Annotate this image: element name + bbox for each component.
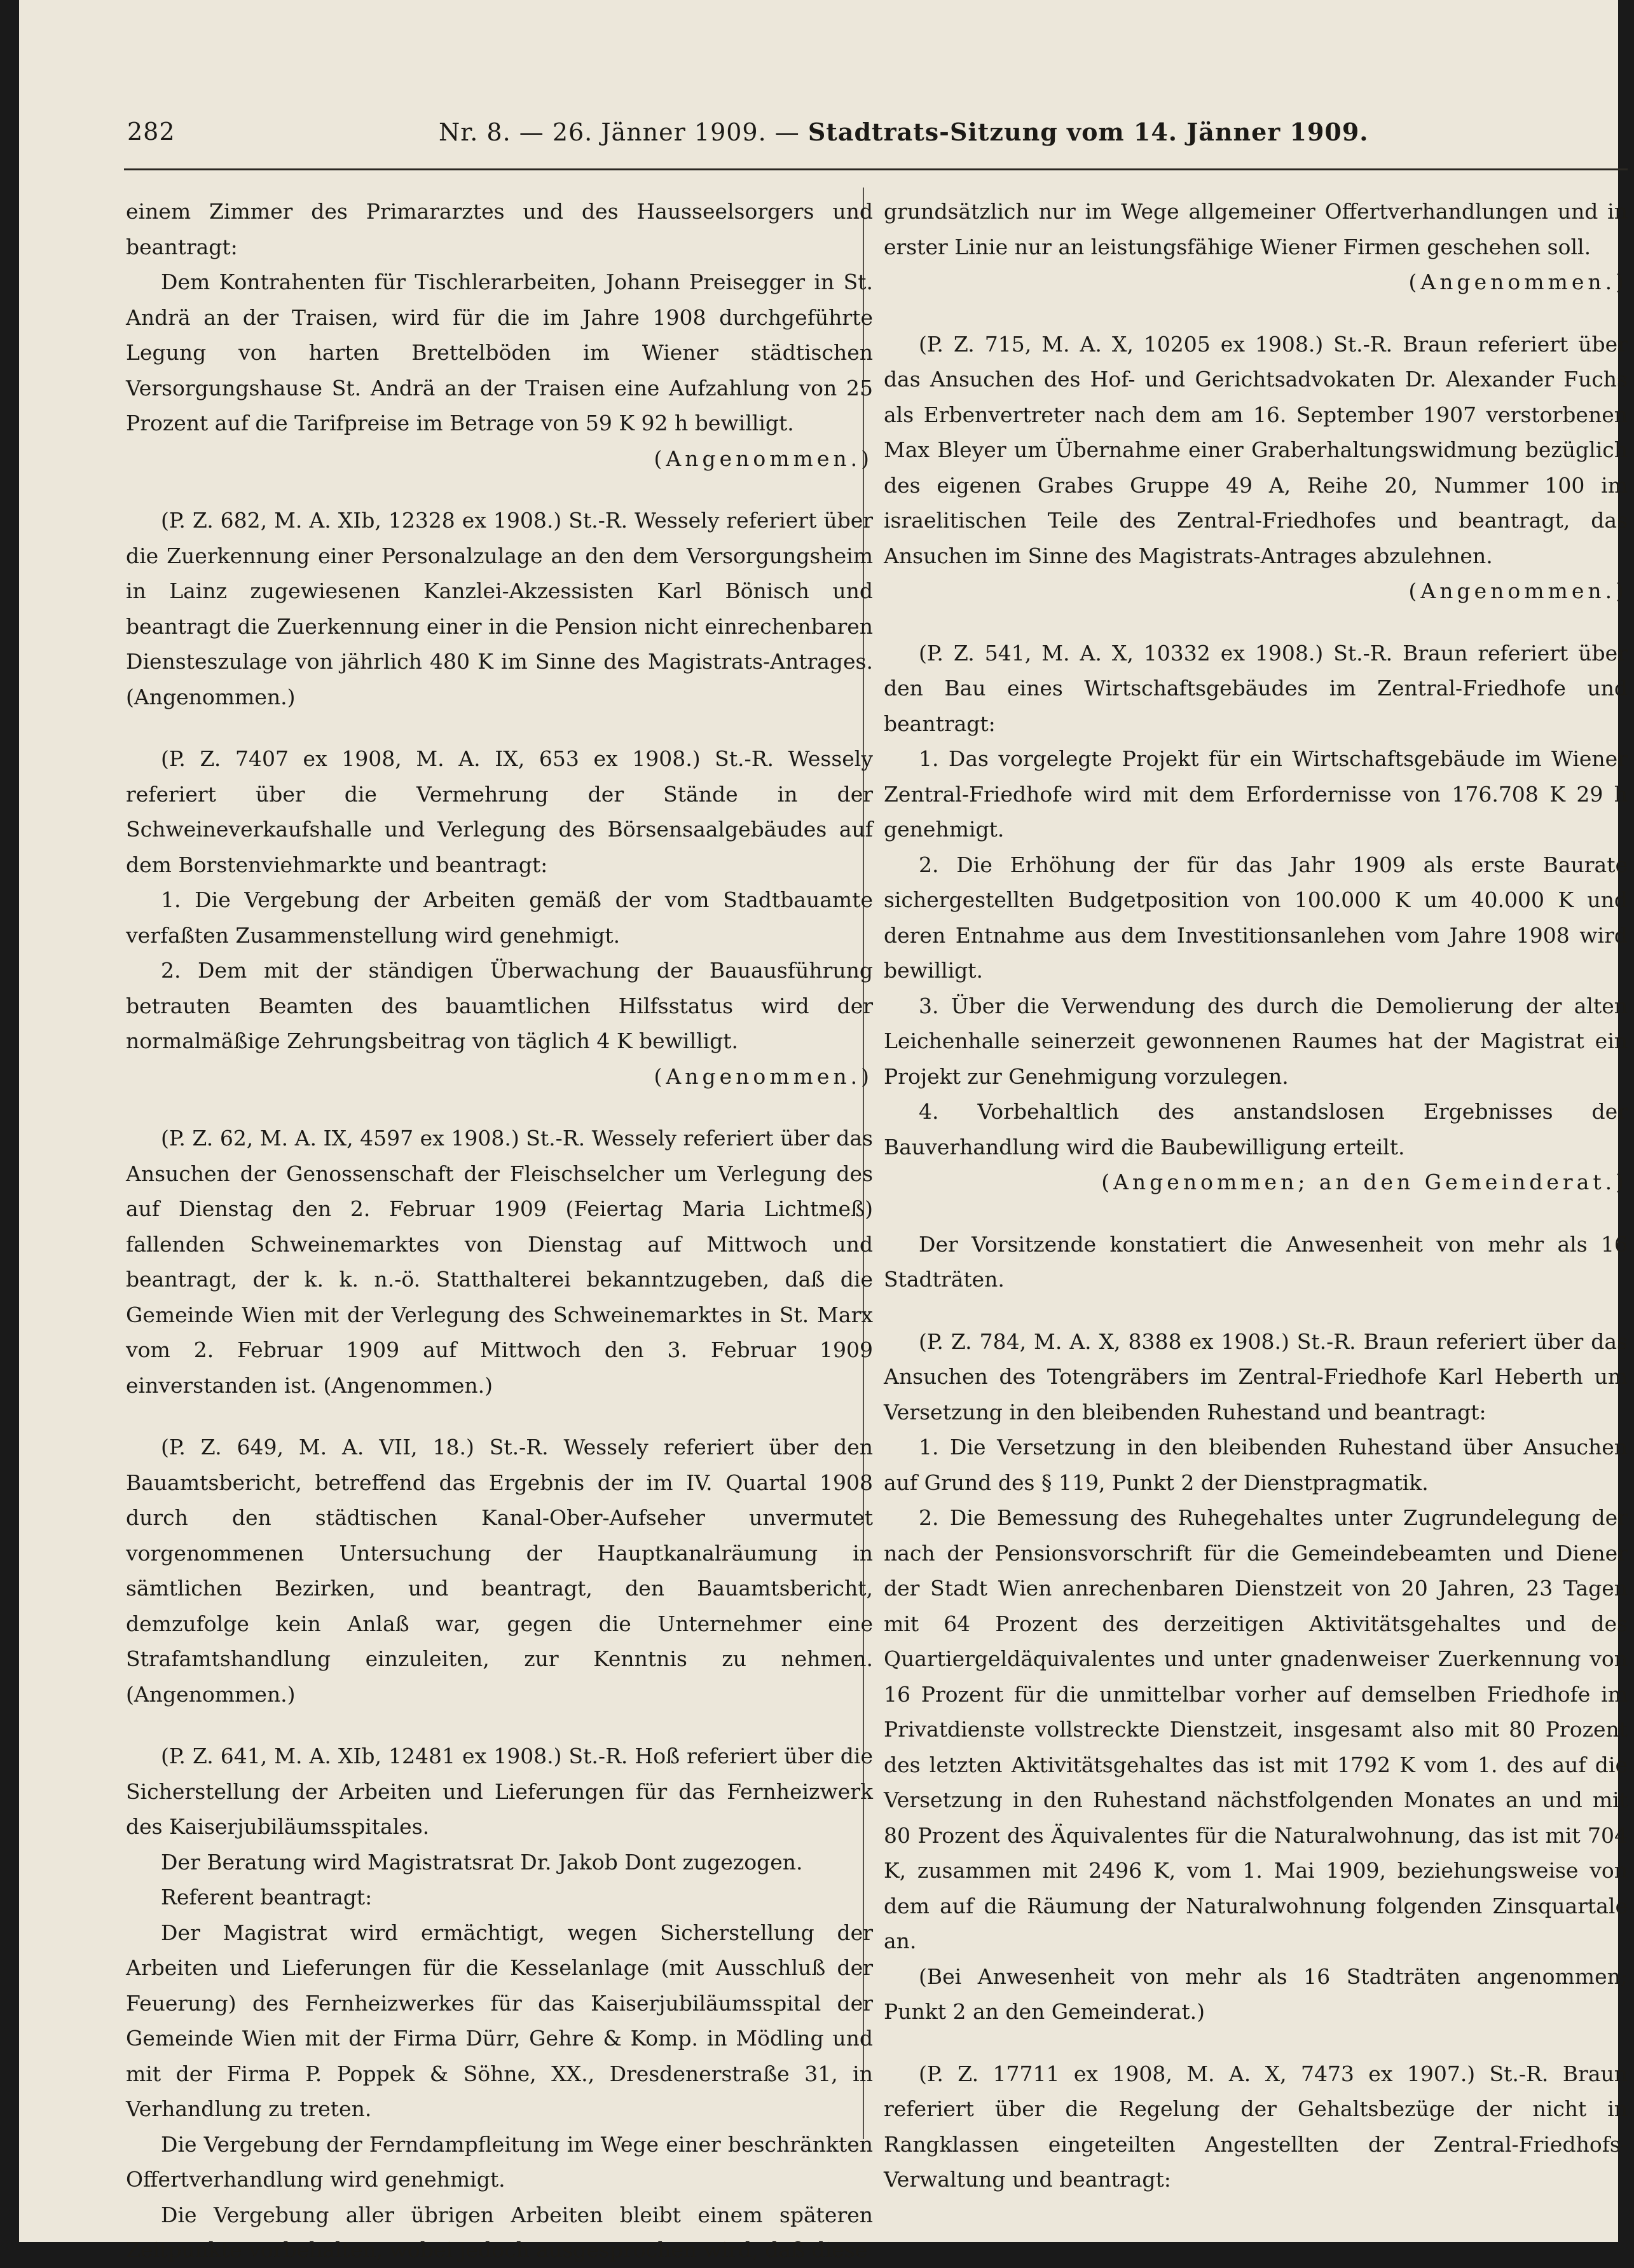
list-item: 2. Dem mit der ständigen Überwachung der Bauausführung betrauten Beamten des bauamtlichen Hilfsstatus wird der normalmäßige Zehrungsbeitrag von täglich 4 K bewilligt.: [126, 958, 873, 1053]
verdict: (Angenommen.): [654, 1063, 873, 1089]
issue-info: Nr. 8. — 26. Jänner 1909. —: [439, 118, 808, 146]
paragraph: (P. Z. 62, M. A. IX, 4597 ex 1908.) St.-R. Wessely referiert über das Ansuchen der Genossenschaft der Fleischselcher um Verlegung des auf Dienstag den 2. Februar 1909 (Feiertag Maria Lichtmeß) fallenden Schweinemarktes von Dienstag auf Mittwoch und beantragt, der k. k. n.-ö. Statthalterei bekanntzugeben, daß die Gemeinde Wien mit der Verlegung des Schweinemarktes in St. Marx vom 2. Februar 1909 auf Mittwoch den 3. Februar 1909 einverstanden ist. (Angenommen.): [126, 1126, 873, 1398]
verdict: (Angenommen.): [654, 446, 873, 471]
paragraph: (P. Z. 715, M. A. X, 10205 ex 1908.) St.-R. Braun referiert über das Ansuchen des Hof- und Gerichtsadvokaten Dr. Alexander Fuchs als Erbenvertreter nach dem am 16. September 1907 verstorbenen Max Bleyer um Übernahme einer Graberhaltungswidmung bezüglich des eigenen Grabes Gruppe 49 A, Reihe 20, Nummer 100 im israelitischen Teile des Zentral-Friedhofes und beantragt, das Ansuchen im Sinne des Magistrats-Antrages abzulehnen.: [884, 331, 1628, 568]
paragraph: Referent beantragt:: [161, 1885, 373, 1909]
paragraph: Die Vergebung der Ferndampfleitung im Wege einer beschränkten Offertverhandlung wird genehmigt.: [126, 2131, 873, 2192]
list-item: 2. Die Erhöhung der für das Jahr 1909 als erste Baurate sichergestellten Budgetposition von 100.000 K um 40.000 K und deren Entnahme aus dem Investitionsanlehen vom Jahre 1908 wird bewilligt.: [884, 852, 1628, 983]
paragraph: (P. Z. 541, M. A. X, 10332 ex 1908.) St.-R. Braun referiert über den Bau eines Wirtschaftsgebäudes im Zentral-Friedhofe und beantragt:: [884, 640, 1628, 736]
right-column: [884, 194, 1628, 2197]
session-title: Stadtrats-Sitzung vom 14. Jänner 1909.: [807, 118, 1369, 146]
list-item: 1. Die Versetzung in den bleibenden Ruhestand über Ansuchen auf Grund des § 119, Punkt 2 der Dienstpragmatik.: [884, 1435, 1628, 1495]
paragraph: (P. Z. 17711 ex 1908, M. A. X, 7473 ex 1907.) St.-R. Braun referiert über die Regelung der Gehaltsbezüge der nicht in Rangklassen eingeteilten Angestellten der Zentral-Friedhofs-Verwaltung und beantragt:: [884, 2061, 1628, 2192]
paragraph: Dem Kontrahenten für Tischlerarbeiten, Johann Preisegger in St. Andrä an der Traisen, wird für die im Jahre 1908 durchgeführte Legung von harten Brettelböden im Wiener städtischen Versorgungshause St. Andrä an der Traisen eine Aufzahlung von 25 Prozent auf die Tarifpreise im Betrage von 59 K 92 h bewilligt.: [126, 270, 873, 435]
paragraph: Der Beratung wird Magistratsrat Dr. Jakob Dont zugezogen.: [161, 1849, 803, 1875]
list-item: 1. Die Vergebung der Arbeiten gemäß der vom Stadtbauamte verfaßten Zusammenstellung wird genehmigt.: [126, 887, 873, 948]
verdict: (Angenommen; an den Gemeinderat.): [1101, 1170, 1628, 1194]
page-number: 282: [127, 118, 175, 146]
paragraph: grundsätzlich nur im Wege allgemeiner Offertverhandlungen und in erster Linie nur an leistungsfähige Wiener Firmen geschehen soll.: [884, 199, 1628, 259]
paragraph: (P. Z. 641, M. A. XIb, 12481 ex 1908.) St.-R. Hoß referiert über die Sicherstellung der Arbeiten und Lieferungen für das Fernheizwerk des Kaiserjubiläumsspitales.: [126, 1744, 873, 1839]
verdict: (Bei Anwesenheit von mehr als 16 Stadträten angenommen; Punkt 2 an den Gemeinderat.): [884, 1964, 1628, 2024]
paragraph: einem Zimmer des Primararztes und des Hausseelsorgers und beantragt:: [126, 199, 873, 259]
paragraph: (P. Z. 784, M. A. X, 8388 ex 1908.) St.-R. Braun referiert über das Ansuchen des Totengräbers im Zentral-Friedhofe Karl Heberth um Versetzung in den bleibenden Ruhestand und beantragt:: [884, 1329, 1628, 1424]
paragraph: (P. Z. 649, M. A. VII, 18.) St.-R. Wessely referiert über den Bauamtsbericht, betreffend das Ergebnis der im IV. Quartal 1908 durch den städtischen Kanal-Ober-Aufseher unvermutet vorgenommenen Untersuchung der Hauptkanalräumung in sämtlichen Bezirken, und beantragt, den Bauamtsbericht, demzufolge kein Anlaß war, gegen die Unternehmer eine Strafamtshandlung einzuleiten, zur Kenntnis zu nehmen. (Angenommen.): [126, 1435, 873, 1707]
list-item: 1. Das vorgelegte Projekt für ein Wirtschaftsgebäude im Wiener Zentral-Friedhofe wird mit dem Erfordernisse von 176.708 K 29 h genehmigt.: [884, 746, 1628, 842]
newspaper-page: [19, 0, 1628, 2262]
paragraph: (P. Z. 682, M. A. XIb, 12328 ex 1908.) St.-R. Wessely referiert über die Zuerkennung einer Personalzulage an den dem Versorgungsheim in Lainz zugewiesenen Kanzlei-Akzessisten Karl Bönisch und beantragt die Zuerkennung einer in die Pension nicht einrechenbaren Diensteszulage von jährlich 480 K im Sinne des Magistrats-Antrages. (Angenommen.): [126, 508, 873, 709]
header-rule: [124, 168, 1628, 170]
paragraph: (P. Z. 7407 ex 1908, M. A. IX, 653 ex 1908.) St.-R. Wessely referiert über die Vermehrung der Stände in der Schweineverkaufshalle und Verlegung des Börsensaalgebäudes auf dem Borstenviehmarkte und beantragt:: [126, 746, 873, 877]
header-title: [439, 118, 1369, 146]
left-column: [126, 194, 873, 2268]
paragraph: Der Magistrat wird ermächtigt, wegen Sicherstellung der Arbeiten und Lieferungen für die Kesselanlage (mit Ausschluß der Feuerung) des Fernheizwerkes für das Kaiserjubiläumsspital der Gemeinde Wien mit der Firma Dürr, Gehre & Komp. in Mödling und mit der Firma P. Poppek & Söhne, XX., Dresdenerstraße 31, in Verhandlung zu treten.: [126, 1920, 873, 2121]
list-item: 4. Vorbehaltlich des anstandslosen Ergebnisses der Bauverhandlung wird die Baubewilligung erteilt.: [884, 1099, 1628, 1159]
paragraph: Die Vergebung aller übrigen Arbeiten bleibt einem späteren Zeitpunkte vorbehalten, wobei jedoch ausgesprochen wird, daß diese: [126, 2202, 873, 2262]
page-header: [127, 118, 1369, 156]
paragraph: Der Vorsitzende konstatiert die Anwesenheit von mehr als 16 Stadträten.: [884, 1231, 1628, 1292]
verdict: (Angenommen.): [1408, 270, 1628, 294]
list-item: 3. Über die Verwendung des durch die Demolierung der alten Leichenhalle seinerzeit gewonnenen Raumes hat der Magistrat ein Projekt zur Genehmigung vorzulegen.: [884, 993, 1628, 1089]
list-item: 2. Die Bemessung des Ruhegehaltes unter Zugrundelegung der nach der Pensionsvorschrift für die Gemeindebeamten und Diener der Stadt Wien anrechenbaren Dienstzeit von 20 Jahren, 23 Tagen mit 64 Prozent des derzeitigen Aktivitätsgehaltes und des Quartiergeldäquivalentes und unter gnadenweiser Zuerkennung von 16 Prozent für die unmittelbar vorher auf demselben Friedhofe im Privatdienste vollstreckte Dienstzeit, insgesamt also mit 80 Prozent des letzten Aktivitätsgehaltes das ist mit 1792 K vom 1. des auf die Versetzung in den Ruhestand nächstfolgenden Monates an und mit 80 Prozent des Äquivalentes für die Naturalwohnung, das ist mit 704 K, zusammen mit 2496 K, vom 1. Mai 1909, beziehungsweise von dem auf die Räumung der Naturalwohnung folgenden Zinsquartale an.: [884, 1505, 1628, 1953]
verdict: (Angenommen.): [1408, 578, 1628, 603]
